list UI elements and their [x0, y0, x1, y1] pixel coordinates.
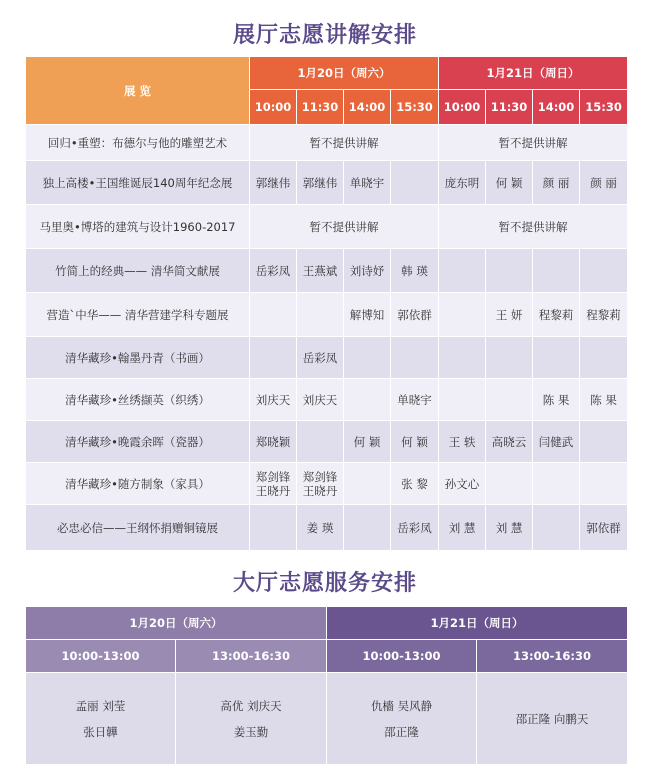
- volunteer-names: 仇檣 吴风静: [370, 698, 433, 713]
- volunteer-cell: [344, 379, 391, 421]
- volunteer-names: 高优 刘庆天: [220, 698, 282, 713]
- exhibit-name: 必忠必信——王纲怀捐赠铜镜展: [26, 505, 250, 551]
- volunteer-cell: 颜 丽: [580, 161, 628, 205]
- volunteer-cell: 郭继伟: [250, 161, 297, 205]
- volunteer-cell: [250, 337, 297, 379]
- volunteer-cell: [344, 337, 391, 379]
- volunteer-cell: 韩 瑛: [391, 249, 439, 293]
- time-slot-header: 11:30: [297, 90, 344, 125]
- volunteer-cell: 刘庆天: [297, 379, 344, 421]
- table-row: [26, 505, 628, 551]
- service-time-header: 13:00-16:30: [477, 640, 628, 673]
- guide-schedule-table: [25, 56, 628, 551]
- volunteer-cell: 闫健武: [533, 421, 580, 463]
- exhibit-name: 清华藏珍•晚霞余晖（瓷器）: [26, 421, 250, 463]
- volunteer-cell: [580, 249, 628, 293]
- volunteer-cell: [250, 293, 297, 337]
- volunteer-cell: 陈 果: [580, 379, 628, 421]
- volunteer-cell: [580, 337, 628, 379]
- no-guide-note: 暂不提供讲解: [250, 125, 439, 161]
- volunteer-cell: 郑剑锋 王晓丹: [250, 463, 297, 505]
- volunteer-cell: [580, 463, 628, 505]
- time-slot-header: 10:00: [250, 90, 297, 125]
- guide-section-title: 展厅志愿讲解安排: [232, 23, 417, 48]
- time-slot-header: 15:30: [391, 90, 439, 125]
- volunteer-cell: [580, 421, 628, 463]
- volunteer-names: 张日韡: [83, 724, 118, 739]
- volunteer-cell: [486, 379, 533, 421]
- day1-header: 1月20日（周六）: [250, 57, 439, 90]
- volunteer-cell: 岳彩凤: [391, 505, 439, 551]
- service-time-header: 13:00-16:30: [176, 640, 327, 673]
- volunteer-cell: 何 颖: [344, 421, 391, 463]
- exhibit-name: 清华藏珍•翰墨丹青（书画）: [26, 337, 250, 379]
- volunteer-cell: 程黎莉: [533, 293, 580, 337]
- volunteer-cell: [439, 293, 486, 337]
- volunteer-cell: [297, 421, 344, 463]
- exhibit-name: 马里奥•博塔的建筑与设计1960-2017: [26, 205, 250, 249]
- service-volunteer-cell: [477, 673, 628, 765]
- service-volunteer-cell: [176, 673, 327, 765]
- volunteer-cell: [533, 505, 580, 551]
- volunteer-cell: 郑剑锋 王晓丹: [297, 463, 344, 505]
- service-day2-header: 1月21日（周日）: [327, 607, 628, 640]
- service-time-header: 10:00-13:00: [327, 640, 477, 673]
- volunteer-names: 邵正隆 向鹏天: [515, 711, 589, 726]
- exhibit-name: 清华藏珍•随方制象（家具）: [26, 463, 250, 505]
- time-slot-header: 15:30: [580, 90, 628, 125]
- table-row: [26, 161, 628, 205]
- no-guide-note: 暂不提供讲解: [250, 205, 439, 249]
- time-slot-header: 10:00: [439, 90, 486, 125]
- volunteer-cell: 刘庆天: [250, 379, 297, 421]
- volunteer-names: 孟丽 刘莹: [75, 698, 126, 713]
- time-slot-header: 11:30: [486, 90, 533, 125]
- volunteer-cell: 岳彩凤: [297, 337, 344, 379]
- service-volunteer-cell: [327, 673, 477, 765]
- service-schedule-table: [25, 606, 628, 765]
- volunteer-cell: 何 颖: [391, 421, 439, 463]
- volunteer-cell: [391, 161, 439, 205]
- volunteer-cell: 解博知: [344, 293, 391, 337]
- volunteer-cell: 高晓云: [486, 421, 533, 463]
- volunteer-cell: [250, 505, 297, 551]
- exhibit-name: 竹简上的经典—— 清华简文献展: [26, 249, 250, 293]
- table-row: [26, 421, 628, 463]
- volunteer-cell: 张 黎: [391, 463, 439, 505]
- exhibit-column-header: 展 览: [26, 57, 250, 125]
- volunteer-cell: 王燕斌: [297, 249, 344, 293]
- day2-header: 1月21日（周日）: [439, 57, 628, 90]
- volunteer-cell: [533, 337, 580, 379]
- table-row: [26, 293, 628, 337]
- time-slot-header: 14:00: [344, 90, 391, 125]
- exhibit-name: 营造`中华—— 清华营建学科专题展: [26, 293, 250, 337]
- volunteer-cell: 郭继伟: [297, 161, 344, 205]
- volunteer-cell: 孙文心: [439, 463, 486, 505]
- service-section-title: 大厅志愿服务安排: [232, 571, 417, 596]
- volunteer-names: 姜玉勤: [233, 724, 269, 739]
- volunteer-cell: [439, 337, 486, 379]
- table-row: [26, 379, 628, 421]
- volunteer-cell: 庞东明: [439, 161, 486, 205]
- volunteer-cell: 姜 瑛: [297, 505, 344, 551]
- volunteer-cell: 王 轶: [439, 421, 486, 463]
- table-row: [26, 249, 628, 293]
- no-guide-note: 暂不提供讲解: [439, 205, 628, 249]
- volunteer-cell: [297, 293, 344, 337]
- table-row: [26, 125, 628, 161]
- volunteer-cell: [439, 379, 486, 421]
- volunteer-cell: [439, 249, 486, 293]
- volunteer-cell: [533, 463, 580, 505]
- volunteer-cell: 刘 慧: [486, 505, 533, 551]
- volunteer-cell: [344, 505, 391, 551]
- volunteer-cell: [486, 337, 533, 379]
- volunteer-cell: 郭依群: [580, 505, 628, 551]
- volunteer-cell: 郭依群: [391, 293, 439, 337]
- volunteer-cell: 岳彩凤: [250, 249, 297, 293]
- volunteer-cell: 程黎莉: [580, 293, 628, 337]
- service-volunteer-cell: [26, 673, 176, 765]
- exhibit-name: 回归•重塑：布德尔与他的雕塑艺术: [26, 125, 250, 161]
- volunteer-cell: [391, 337, 439, 379]
- service-time-header: 10:00-13:00: [26, 640, 176, 673]
- time-slot-header: 14:00: [533, 90, 580, 125]
- volunteer-cell: [486, 249, 533, 293]
- volunteer-cell: 单晓宇: [344, 161, 391, 205]
- volunteer-names: 邵正隆: [384, 724, 419, 739]
- volunteer-cell: [533, 249, 580, 293]
- table-row: [26, 463, 628, 505]
- no-guide-note: 暂不提供讲解: [439, 125, 628, 161]
- volunteer-cell: [344, 463, 391, 505]
- volunteer-cell: 郑晓颖: [250, 421, 297, 463]
- volunteer-cell: 陈 果: [533, 379, 580, 421]
- exhibit-name: 清华藏珍•丝绣撷英（织绣）: [26, 379, 250, 421]
- volunteer-cell: 颜 丽: [533, 161, 580, 205]
- table-row: [26, 205, 628, 249]
- table-row: [26, 337, 628, 379]
- volunteer-cell: 单晓宇: [391, 379, 439, 421]
- volunteer-cell: 何 颖: [486, 161, 533, 205]
- volunteer-cell: 刘 慧: [439, 505, 486, 551]
- service-day1-header: 1月20日（周六）: [26, 607, 327, 640]
- volunteer-cell: 王 妍: [486, 293, 533, 337]
- volunteer-cell: [486, 463, 533, 505]
- exhibit-name: 独上高楼•王国维诞辰140周年纪念展: [26, 161, 250, 205]
- volunteer-cell: 刘诗妤: [344, 249, 391, 293]
